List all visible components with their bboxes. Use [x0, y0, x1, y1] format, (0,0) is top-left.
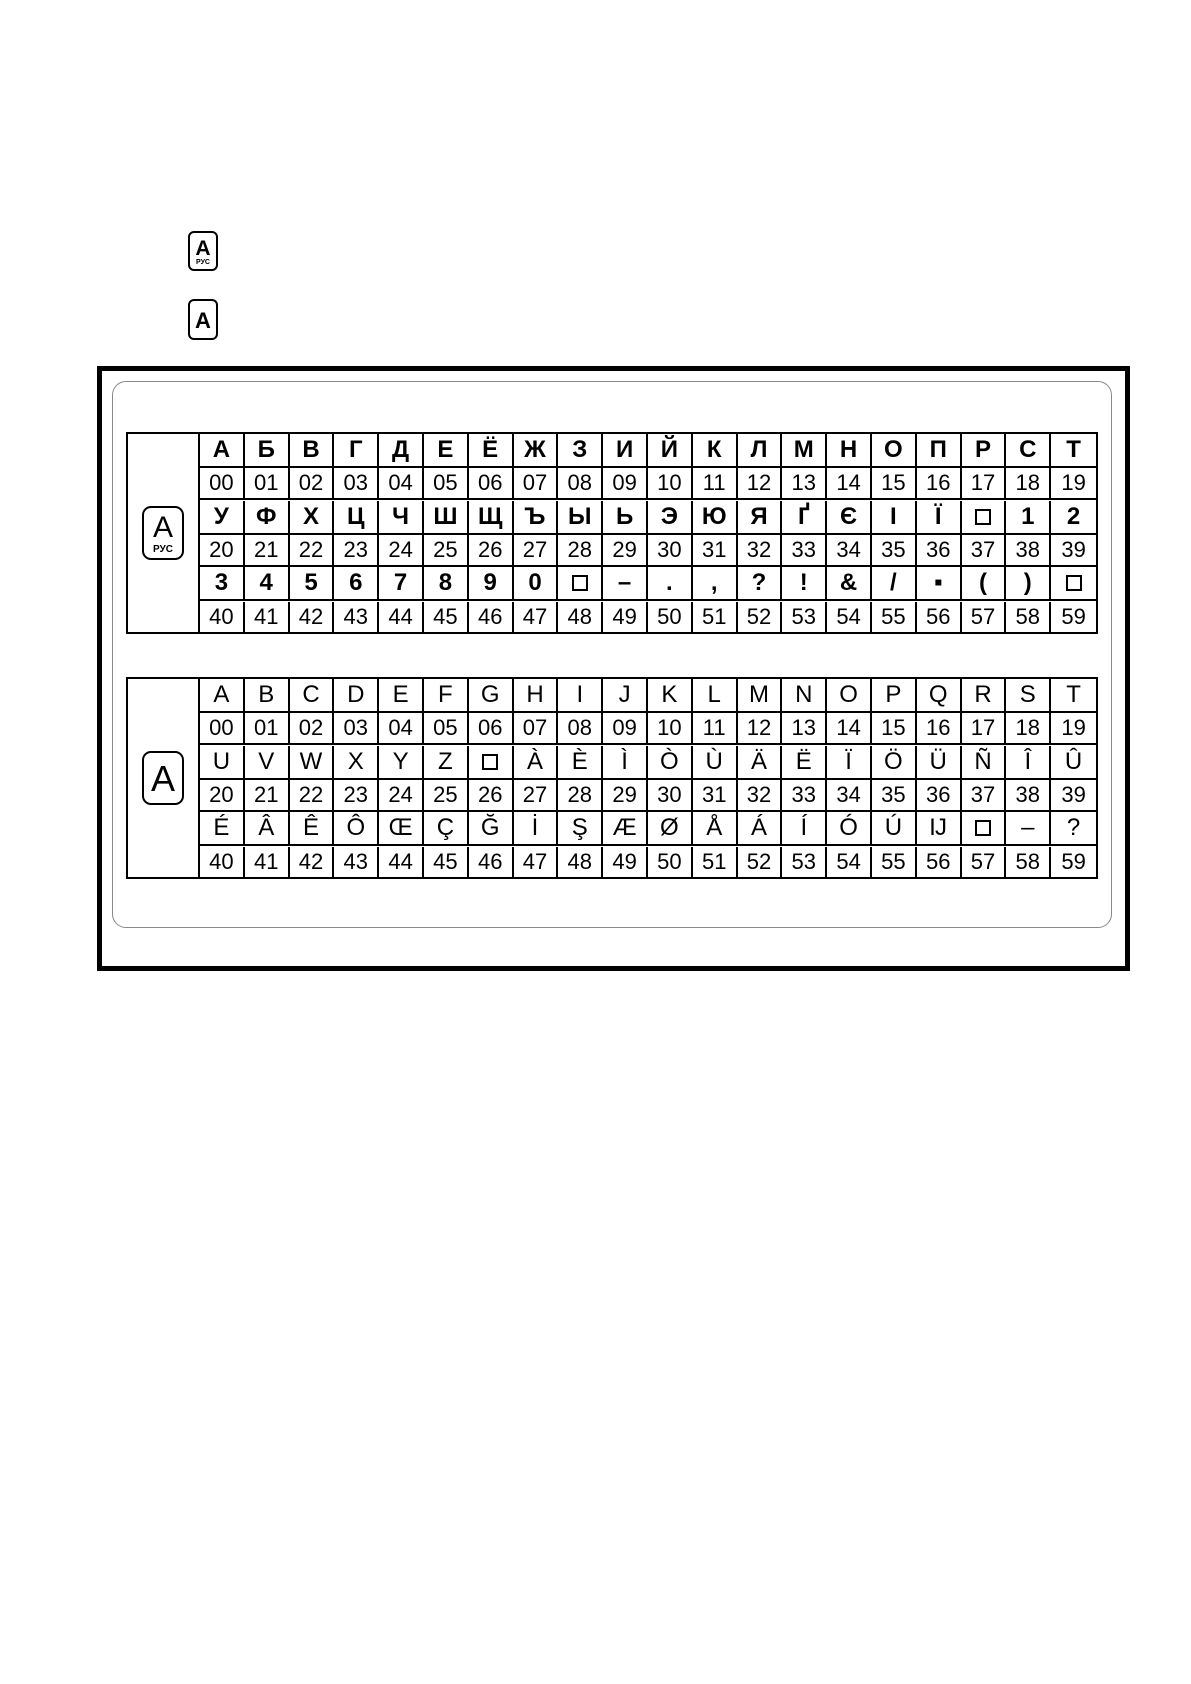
character-cell: С: [1006, 434, 1051, 468]
code-cell: 49: [603, 602, 648, 632]
code-cell: 20: [200, 780, 245, 812]
blank-square-icon: [1066, 575, 1082, 591]
code-cell: 39: [1051, 535, 1096, 567]
code-cell: 58: [1006, 847, 1051, 877]
table-key-cell: [128, 679, 200, 877]
code-cell: 59: [1061, 603, 1086, 629]
character-cell: Х: [290, 501, 335, 535]
code-cell: 52: [738, 602, 783, 632]
code-cell: 02: [290, 713, 335, 745]
code-cell: 06: [469, 468, 514, 500]
character-cell: F: [424, 679, 469, 713]
character-cell: J: [603, 679, 648, 713]
code-cell: 40: [200, 847, 245, 877]
code-cell: 14: [827, 713, 872, 745]
character-cell: Л: [738, 434, 783, 468]
blank-square-icon: [572, 575, 588, 591]
character-cell: 4: [245, 567, 290, 601]
code-cell: 19: [1051, 713, 1096, 745]
code-cell: 32: [738, 780, 783, 812]
character-cell: Э: [648, 501, 693, 535]
character-cell: [962, 812, 1007, 846]
code-cell: 46: [469, 602, 514, 632]
code-cell: 25: [424, 535, 469, 567]
character-cell: Ъ: [514, 501, 559, 535]
character-cell: Q: [917, 679, 962, 713]
code-cell: 36: [917, 780, 962, 812]
code-cell: 40: [200, 602, 245, 632]
code-cell: 07: [514, 713, 559, 745]
code-cell: 00: [200, 468, 245, 500]
code-cell: 03: [334, 713, 379, 745]
code-cell: 57: [962, 602, 1007, 632]
code-cell: 27: [514, 780, 559, 812]
character-cell: (: [962, 567, 1007, 601]
code-cell: 35: [872, 780, 917, 812]
code-cell: 12: [738, 713, 783, 745]
character-cell: U: [200, 746, 245, 780]
code-cell: 30: [648, 535, 693, 567]
character-cell: [558, 567, 603, 601]
character-cell: Є: [827, 501, 872, 535]
character-cell: 5: [290, 567, 335, 601]
character-cell: C: [290, 679, 335, 713]
character-cell: [469, 746, 514, 780]
code-cell: 06: [469, 713, 514, 745]
code-cell: 21: [245, 535, 290, 567]
character-cell: G: [469, 679, 514, 713]
rus-mode-key-icon: [142, 506, 184, 560]
character-cell: À: [514, 746, 559, 780]
character-cell: З: [558, 434, 603, 468]
code-cell: 51: [693, 602, 738, 632]
code-cell: 44: [379, 847, 424, 877]
code-cell: 05: [424, 713, 469, 745]
character-cell: Ì: [603, 746, 648, 780]
character-cell: Î: [1006, 746, 1051, 780]
code-cell: 09: [603, 468, 648, 500]
code-cell: 33: [782, 780, 827, 812]
code-cell: 10: [648, 468, 693, 500]
code-cell: 17: [962, 713, 1007, 745]
character-cell: 1: [1006, 501, 1051, 535]
character-cell: 8: [424, 567, 469, 601]
code-cell: 31: [693, 780, 738, 812]
character-cell: Ц: [334, 501, 379, 535]
code-cell: 36: [917, 535, 962, 567]
character-cell: Ґ: [782, 501, 827, 535]
code-cell: 22: [290, 535, 335, 567]
character-cell: O: [827, 679, 872, 713]
character-cell: N: [782, 679, 827, 713]
code-cell: 44: [379, 602, 424, 632]
character-cell: S: [1006, 679, 1051, 713]
character-cell: Í: [782, 812, 827, 846]
table-key-letter: A: [150, 758, 175, 799]
character-cell: Ş: [558, 812, 603, 846]
code-cell: 23: [334, 535, 379, 567]
character-cell: 9: [469, 567, 514, 601]
character-cell: 3: [200, 567, 245, 601]
character-cell: Н: [827, 434, 872, 468]
character-cell: Ш: [424, 501, 469, 535]
character-cell: Œ: [379, 812, 424, 846]
character-cell: ): [1006, 567, 1051, 601]
character-cell: M: [738, 679, 783, 713]
lat-key-letter: A: [195, 308, 211, 333]
code-cell: 55: [872, 602, 917, 632]
code-cell: 58: [1006, 602, 1051, 632]
character-cell: É: [200, 812, 245, 846]
code-cell: 01: [245, 468, 290, 500]
character-cell: Â: [245, 812, 290, 846]
code-cell: 18: [1006, 713, 1051, 745]
code-cell: 16: [917, 713, 962, 745]
character-cell: В: [290, 434, 335, 468]
code-cell: 11: [693, 713, 738, 745]
character-cell: Ö: [872, 746, 917, 780]
character-cell: Щ: [469, 501, 514, 535]
character-cell: И: [603, 434, 648, 468]
character-cell: D: [334, 679, 379, 713]
lat-mode-key-icon: [142, 751, 184, 805]
code-cell: 53: [782, 847, 827, 877]
character-cell: Ю: [693, 501, 738, 535]
character-cell: Ï: [827, 746, 872, 780]
character-cell: Ó: [827, 812, 872, 846]
code-cell: 24: [379, 780, 424, 812]
code-cell: 31: [693, 535, 738, 567]
character-cell: Ğ: [469, 812, 514, 846]
character-cell: ?: [1051, 812, 1096, 846]
code-cell: 22: [290, 780, 335, 812]
character-cell: Å: [693, 812, 738, 846]
code-cell: 38: [1006, 535, 1051, 567]
character-cell: Y: [379, 746, 424, 780]
character-cell: Ч: [379, 501, 424, 535]
blank-square-icon: [975, 820, 991, 836]
code-cell: 41: [245, 602, 290, 632]
character-cell: Ы: [558, 501, 603, 535]
character-cell: È: [558, 746, 603, 780]
code-cell: 19: [1051, 468, 1096, 500]
character-cell: Й: [648, 434, 693, 468]
character-cell: Æ: [603, 812, 648, 846]
code-cell: 32: [738, 535, 783, 567]
table-key-sub: РУС: [153, 544, 173, 555]
code-cell: 34: [827, 535, 872, 567]
code-cell: 47: [514, 602, 559, 632]
character-cell: О: [872, 434, 917, 468]
rus-mode-key-icon: [188, 231, 218, 271]
code-cell: 28: [558, 535, 603, 567]
character-cell: İ: [514, 812, 559, 846]
code-cell: 07: [514, 468, 559, 500]
character-cell: Ё: [469, 434, 514, 468]
blank-square-icon: [975, 509, 991, 525]
rus-key-sub: РУС: [196, 259, 210, 266]
character-cell: Ü: [917, 746, 962, 780]
character-grid: [200, 434, 1096, 632]
code-cell: 08: [558, 468, 603, 500]
code-cell: 45: [424, 602, 469, 632]
code-cell: 20: [200, 535, 245, 567]
code-cell: 42: [290, 602, 335, 632]
character-cell: Г: [334, 434, 379, 468]
character-cell: ,: [693, 567, 738, 601]
code-cell: 54: [827, 602, 872, 632]
character-cell: Ї: [917, 501, 962, 535]
character-cell: P: [872, 679, 917, 713]
code-cell: 13: [782, 713, 827, 745]
character-cell: Д: [379, 434, 424, 468]
code-cell: 34: [827, 780, 872, 812]
code-cell: 26: [469, 535, 514, 567]
code-cell: 25: [424, 780, 469, 812]
character-cell: Т: [1051, 434, 1096, 468]
code-cell: 23: [334, 780, 379, 812]
code-cell: 08: [558, 713, 603, 745]
character-cell: I: [558, 679, 603, 713]
code-cell: 52: [738, 847, 783, 877]
character-cell: Ê: [290, 812, 335, 846]
lat-mode-key-icon: [188, 299, 218, 340]
code-cell: 11: [693, 468, 738, 500]
code-cell: 16: [917, 468, 962, 500]
character-cell: ?: [738, 567, 783, 601]
character-cell: Ø: [648, 812, 693, 846]
character-cell: &: [827, 567, 872, 601]
code-cell: 45: [424, 847, 469, 877]
code-cell: 39: [1051, 780, 1096, 812]
character-cell: Ù: [693, 746, 738, 780]
table-key-cell: [128, 434, 200, 632]
character-cell: Е: [424, 434, 469, 468]
code-cell: 59: [1061, 848, 1086, 874]
code-cell: 05: [424, 468, 469, 500]
blank-square-icon: [482, 754, 498, 770]
code-cell: 02: [290, 468, 335, 500]
code-cell: 57: [962, 847, 1007, 877]
character-cell: T: [1051, 679, 1096, 713]
character-cell: Á: [738, 812, 783, 846]
character-cell: X: [334, 746, 379, 780]
character-cell: Ä: [738, 746, 783, 780]
code-cell: 24: [379, 535, 424, 567]
character-cell: A: [200, 679, 245, 713]
character-cell: Û: [1051, 746, 1096, 780]
code-cell: 41: [245, 847, 290, 877]
character-cell: П: [917, 434, 962, 468]
code-cell: 43: [334, 847, 379, 877]
character-cell: W: [290, 746, 335, 780]
table-key-letter: A: [152, 511, 173, 544]
character-cell: Ж: [514, 434, 559, 468]
character-cell: 7: [379, 567, 424, 601]
character-cell: R: [962, 679, 1007, 713]
character-cell: Ú: [872, 812, 917, 846]
code-cell: 51: [693, 847, 738, 877]
code-cell: 37: [962, 535, 1007, 567]
code-cell: 35: [872, 535, 917, 567]
character-grid: [200, 679, 1096, 877]
code-cell: 18: [1006, 468, 1051, 500]
code-cell: 17: [962, 468, 1007, 500]
code-cell: 26: [469, 780, 514, 812]
character-cell: Я: [738, 501, 783, 535]
character-cell: ▪: [917, 567, 962, 601]
character-cell: У: [200, 501, 245, 535]
code-cell: 15: [872, 468, 917, 500]
code-cell: 28: [558, 780, 603, 812]
character-cell: K: [648, 679, 693, 713]
code-cell: 01: [245, 713, 290, 745]
latin-character-table: [126, 677, 1098, 879]
character-cell: Ь: [603, 501, 648, 535]
code-cell: 12: [738, 468, 783, 500]
code-cell: 48: [558, 602, 603, 632]
code-cell: 09: [603, 713, 648, 745]
code-cell: 27: [514, 535, 559, 567]
code-cell: 49: [603, 847, 648, 877]
code-cell: 54: [827, 847, 872, 877]
code-cell: 33: [782, 535, 827, 567]
character-cell: Ò: [648, 746, 693, 780]
character-cell: .: [648, 567, 693, 601]
code-cell: 50: [648, 847, 693, 877]
code-cell: 37: [962, 780, 1007, 812]
code-cell: 50: [648, 602, 693, 632]
code-cell: 10: [648, 713, 693, 745]
character-cell: І: [872, 501, 917, 535]
character-cell: [1051, 567, 1096, 601]
character-cell: Ñ: [962, 746, 1007, 780]
character-cell: Ç: [424, 812, 469, 846]
character-cell: М: [782, 434, 827, 468]
code-cell: 21: [245, 780, 290, 812]
character-cell: К: [693, 434, 738, 468]
character-cell: V: [245, 746, 290, 780]
character-cell: Ĳ: [917, 812, 962, 846]
character-cell: 0: [514, 567, 559, 601]
character-cell: B: [245, 679, 290, 713]
character-cell: Р: [962, 434, 1007, 468]
code-cell: 56: [917, 847, 962, 877]
code-cell: 43: [334, 602, 379, 632]
code-cell: 03: [334, 468, 379, 500]
character-cell: H: [514, 679, 559, 713]
code-cell: 38: [1006, 780, 1051, 812]
rus-key-letter: A: [195, 237, 211, 260]
code-cell: 53: [782, 602, 827, 632]
code-cell: 29: [603, 780, 648, 812]
character-cell: Ë: [782, 746, 827, 780]
code-cell: 42: [290, 847, 335, 877]
character-cell: Z: [424, 746, 469, 780]
code-cell: 04: [379, 713, 424, 745]
character-cell: 2: [1051, 501, 1096, 535]
character-cell: /: [872, 567, 917, 601]
code-cell: 13: [782, 468, 827, 500]
code-cell: 15: [872, 713, 917, 745]
character-cell: L: [693, 679, 738, 713]
character-cell: А: [200, 434, 245, 468]
character-cell: Б: [245, 434, 290, 468]
character-cell: –: [1006, 812, 1051, 846]
code-cell: 47: [514, 847, 559, 877]
code-cell: 46: [469, 847, 514, 877]
character-cell: 6: [334, 567, 379, 601]
character-cell: Ô: [334, 812, 379, 846]
code-cell: 04: [379, 468, 424, 500]
code-cell: 14: [827, 468, 872, 500]
code-cell: 00: [200, 713, 245, 745]
cyrillic-character-table: [126, 432, 1098, 634]
code-cell: 55: [872, 847, 917, 877]
character-cell: [962, 501, 1007, 535]
character-cell: –: [603, 567, 648, 601]
code-cell: 56: [917, 602, 962, 632]
code-cell: 29: [603, 535, 648, 567]
character-cell: E: [379, 679, 424, 713]
code-cell: 30: [648, 780, 693, 812]
character-cell: !: [782, 567, 827, 601]
code-cell: 48: [558, 847, 603, 877]
character-cell: Ф: [245, 501, 290, 535]
